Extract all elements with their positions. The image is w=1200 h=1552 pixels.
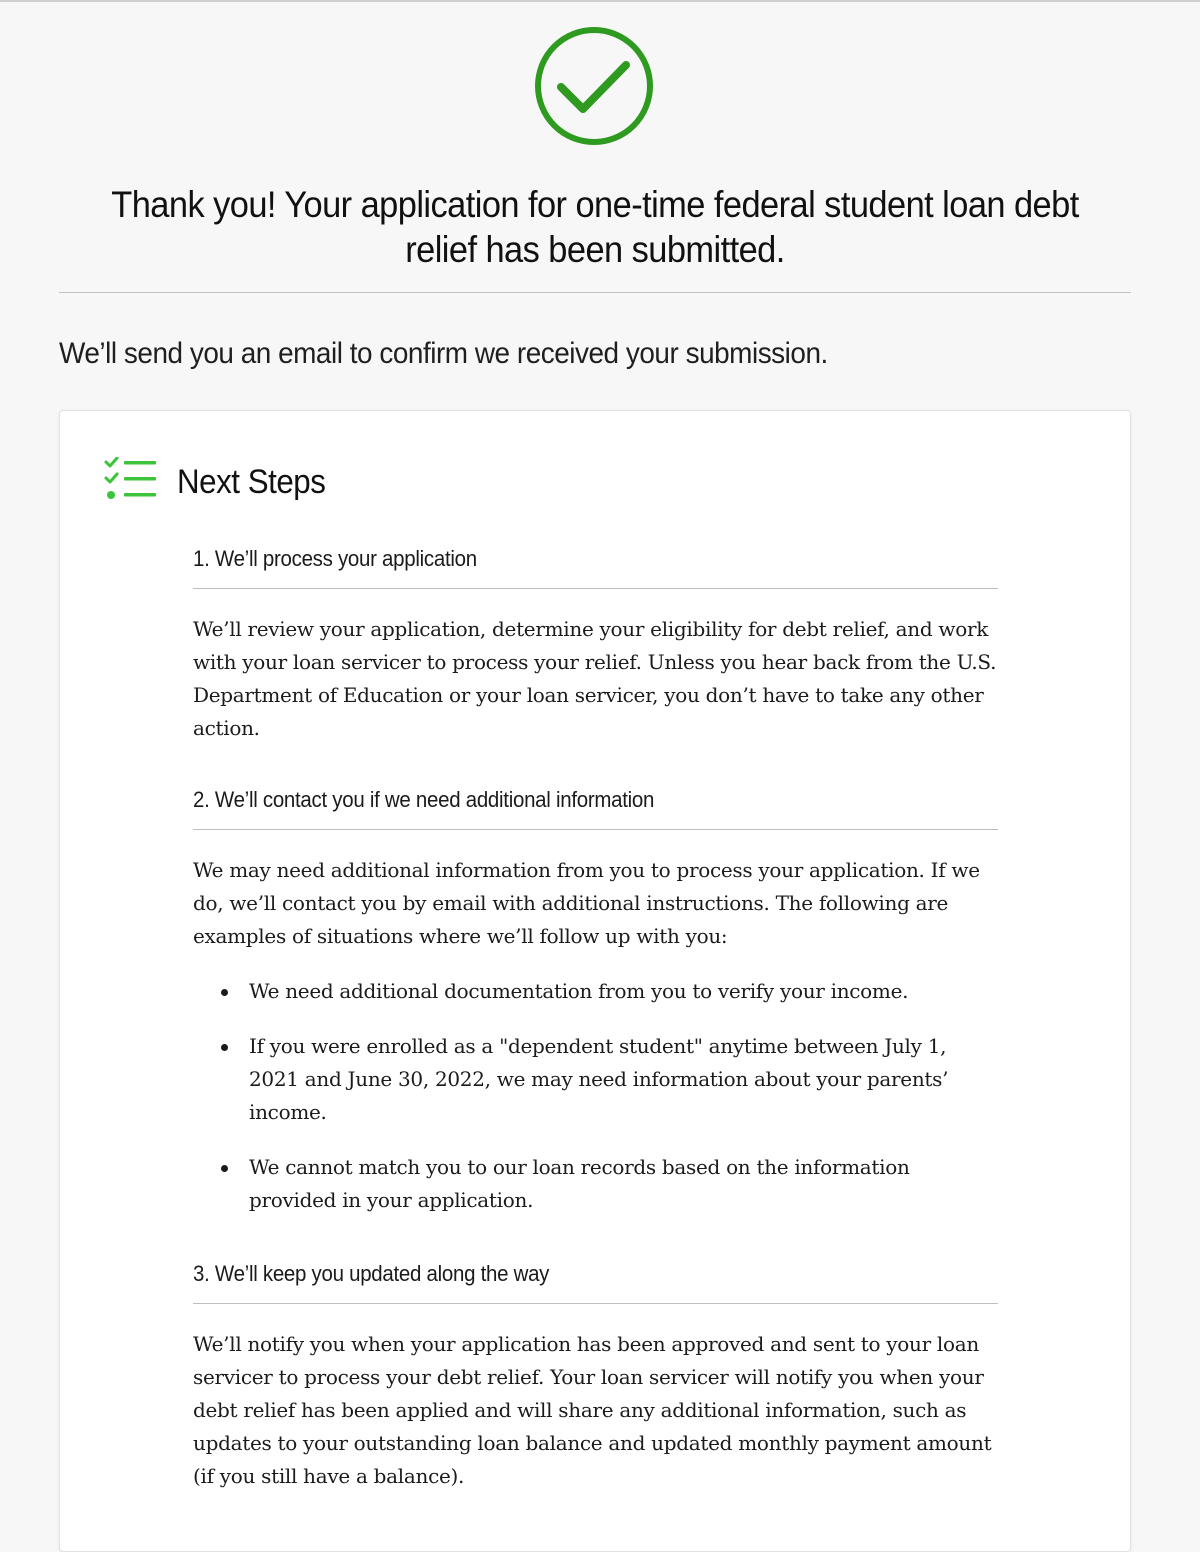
bullet-icon	[221, 989, 228, 996]
check-circle-icon	[533, 25, 655, 147]
step-1-title: 1. We’ll process your application	[193, 546, 477, 571]
list-item	[193, 1151, 998, 1217]
top-divider	[0, 0, 1200, 2]
step-2-title: 2. We’ll contact you if we need additional information	[193, 787, 655, 812]
list-item	[193, 975, 998, 1008]
step-3-divider	[193, 1303, 998, 1304]
step-3-body: We’ll notify you when your application has been approved and sent to your loan servicer to process your debt relief. Your loan servicer will notify you when your debt relief has been applied and will share any additional information, such as updates to your outstanding loan balance and updated monthly payment amount (if you still have a balance).	[193, 1332, 992, 1488]
list-item-text: We need additional documentation from you to verify your income.	[249, 979, 909, 1003]
follow-up-situations-list	[193, 975, 998, 1217]
next-steps-title: Next Steps	[177, 463, 326, 501]
list-item-text: We cannot match you to our loan records based on the information provided in your application.	[249, 1155, 910, 1212]
step-2-body: We may need additional information from you to process your application. If we do, we’ll contact you by email with additional instructions. The following are examples of situations where we’ll follow up with you:	[193, 858, 980, 948]
bullet-icon	[221, 1044, 228, 1051]
list-item-text: If you were enrolled as a "dependent student" anytime between July 1, 2021 and June 30, 2022, we may need information about your parents’ income.	[249, 1034, 949, 1124]
next-steps-card	[59, 410, 1131, 1552]
email-confirmation-text: We’ll send you an email to confirm we received your submission.	[59, 337, 828, 370]
step-1-divider	[193, 588, 998, 589]
checklist-icon	[104, 457, 158, 503]
step-3-title: 3. We’ll keep you updated along the way	[193, 1261, 550, 1286]
bullet-icon	[221, 1165, 228, 1172]
step-2-divider	[193, 829, 998, 830]
step-1-body: We’ll review your application, determine your eligibility for debt relief, and work with your loan servicer to process your relief. Unless you hear back from the U.S. Department of Education or your loan servicer, you don’t have to take any other action.	[193, 617, 997, 740]
confirmation-headline: Thank you! Your application for one-time federal student loan debt relief has been submitted.	[111, 184, 1079, 270]
header-divider	[59, 292, 1131, 293]
list-item	[193, 1030, 998, 1129]
